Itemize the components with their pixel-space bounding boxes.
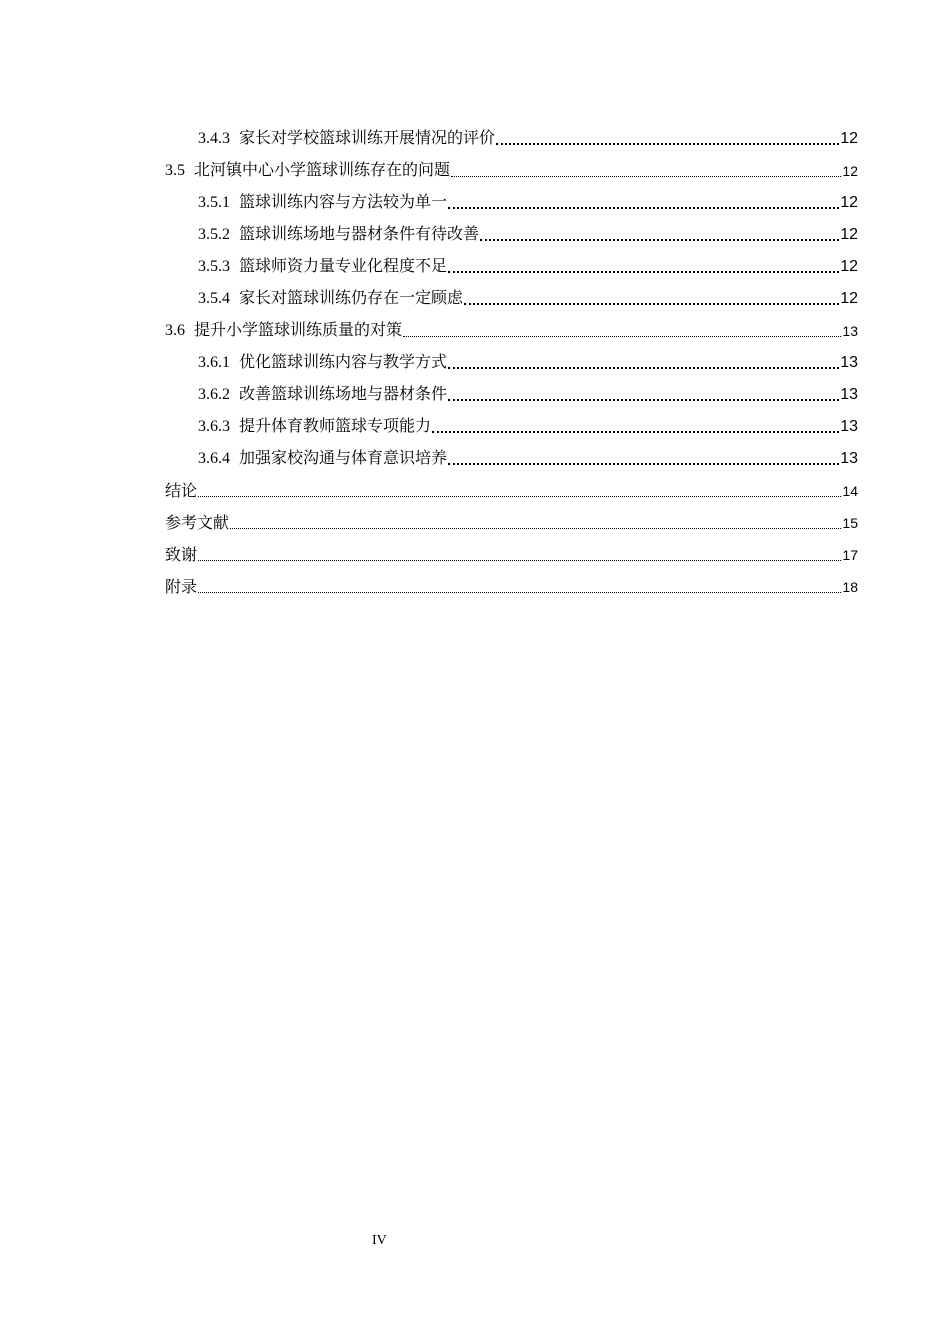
toc-entry-3-5-4[interactable] xyxy=(0,276,950,308)
dot-leader xyxy=(448,463,839,465)
toc-entry-3-4-3[interactable] xyxy=(0,116,950,148)
toc-entry-text: 致谢 xyxy=(165,545,198,564)
toc-entry-text: 家长对篮球训练仍存在一定顾虑 xyxy=(239,288,464,307)
toc-entry-page: 12 xyxy=(840,194,858,211)
toc-entry-acknowledgements[interactable] xyxy=(0,532,950,564)
toc-entry-text: 北河镇中心小学篮球训练存在的问题 xyxy=(194,160,451,179)
toc-entry-3-6-2[interactable] xyxy=(0,372,950,404)
dot-leader xyxy=(403,336,841,337)
toc-entry-title xyxy=(198,385,448,404)
page-number-footer: IV xyxy=(372,1233,387,1248)
toc-entry-title xyxy=(198,129,496,148)
toc-entry-page: 12 xyxy=(840,290,858,307)
dot-leader xyxy=(198,496,841,497)
toc-entry-text: 结论 xyxy=(165,481,198,500)
dot-leader xyxy=(448,399,839,401)
toc-entry-number: 3.6.4 xyxy=(198,450,230,467)
dot-leader xyxy=(230,528,841,529)
toc-entry-text: 提升体育教师篮球专项能力 xyxy=(239,416,432,435)
toc-entry-page: 13 xyxy=(840,450,858,467)
toc-entry-3-6-3[interactable] xyxy=(0,404,950,436)
toc-entry-number: 3.6.3 xyxy=(198,418,230,435)
dot-leader xyxy=(448,271,839,273)
toc-entry-number: 3.5.1 xyxy=(198,194,230,211)
toc-entry-text: 附录 xyxy=(165,577,198,596)
toc-entry-page: 17 xyxy=(842,547,858,563)
toc-entry-text: 改善篮球训练场地与器材条件 xyxy=(239,384,448,403)
toc-entry-number: 3.6.1 xyxy=(198,354,230,371)
toc-entry-3-6-1[interactable] xyxy=(0,340,950,372)
toc-entry-page: 18 xyxy=(842,579,858,595)
dot-leader xyxy=(480,239,839,241)
toc-entry-references[interactable] xyxy=(0,500,950,532)
toc-entry-title xyxy=(198,449,448,468)
toc-entry-text: 优化篮球训练内容与教学方式 xyxy=(239,352,448,371)
dot-leader xyxy=(496,143,839,145)
toc-entry-page: 12 xyxy=(840,130,858,147)
toc-entry-number: 3.6 xyxy=(165,322,185,339)
dot-leader xyxy=(451,176,841,177)
toc-entry-title xyxy=(198,289,464,308)
toc-entry-text: 参考文献 xyxy=(165,513,230,532)
toc-entry-3-5-3[interactable] xyxy=(0,244,950,276)
toc-entry-number: 3.5 xyxy=(165,162,185,179)
toc-entry-3-5[interactable] xyxy=(0,148,950,180)
toc-entry-text: 篮球训练场地与器材条件有待改善 xyxy=(239,224,480,243)
toc-entry-page: 14 xyxy=(842,483,858,499)
toc-entry-page: 13 xyxy=(840,354,858,371)
toc-entry-3-6[interactable] xyxy=(0,308,950,340)
toc-entry-title xyxy=(198,353,448,372)
dot-leader xyxy=(448,367,839,369)
toc-entry-page: 13 xyxy=(840,418,858,435)
toc-entry-3-5-2[interactable] xyxy=(0,212,950,244)
toc-entry-page: 12 xyxy=(840,226,858,243)
toc-entry-title xyxy=(165,161,451,180)
dot-leader xyxy=(198,592,841,593)
toc-entry-page: 12 xyxy=(840,258,858,275)
toc-entry-title xyxy=(165,321,403,340)
toc-entry-text: 提升小学篮球训练质量的对策 xyxy=(194,320,403,339)
toc-entry-title xyxy=(198,193,448,212)
toc-entry-text: 加强家校沟通与体育意识培养 xyxy=(239,448,448,467)
toc-entry-appendix[interactable] xyxy=(0,564,950,596)
toc-entry-conclusion[interactable] xyxy=(0,468,950,500)
toc-entry-page: 15 xyxy=(842,515,858,531)
toc-entry-number: 3.4.3 xyxy=(198,130,230,147)
dot-leader xyxy=(464,303,839,305)
toc-entry-text: 篮球师资力量专业化程度不足 xyxy=(239,256,448,275)
toc-entry-3-5-1[interactable] xyxy=(0,180,950,212)
toc-entry-text: 篮球训练内容与方法较为单一 xyxy=(239,192,448,211)
toc-entry-number: 3.5.3 xyxy=(198,258,230,275)
toc-entry-page: 13 xyxy=(840,386,858,403)
toc-entry-number: 3.5.4 xyxy=(198,290,230,307)
dot-leader xyxy=(432,431,839,433)
toc-entry-title xyxy=(198,417,432,436)
dot-leader xyxy=(448,207,839,209)
dot-leader xyxy=(198,560,841,561)
toc-entry-page: 13 xyxy=(842,323,858,339)
toc-entry-3-6-4[interactable] xyxy=(0,436,950,468)
toc-entry-title xyxy=(198,257,448,276)
toc-entry-number: 3.5.2 xyxy=(198,226,230,243)
toc-entry-title xyxy=(198,225,480,244)
toc-entry-number: 3.6.2 xyxy=(198,386,230,403)
toc-entry-page: 12 xyxy=(842,163,858,179)
toc-entry-text: 家长对学校篮球训练开展情况的评价 xyxy=(239,128,496,147)
